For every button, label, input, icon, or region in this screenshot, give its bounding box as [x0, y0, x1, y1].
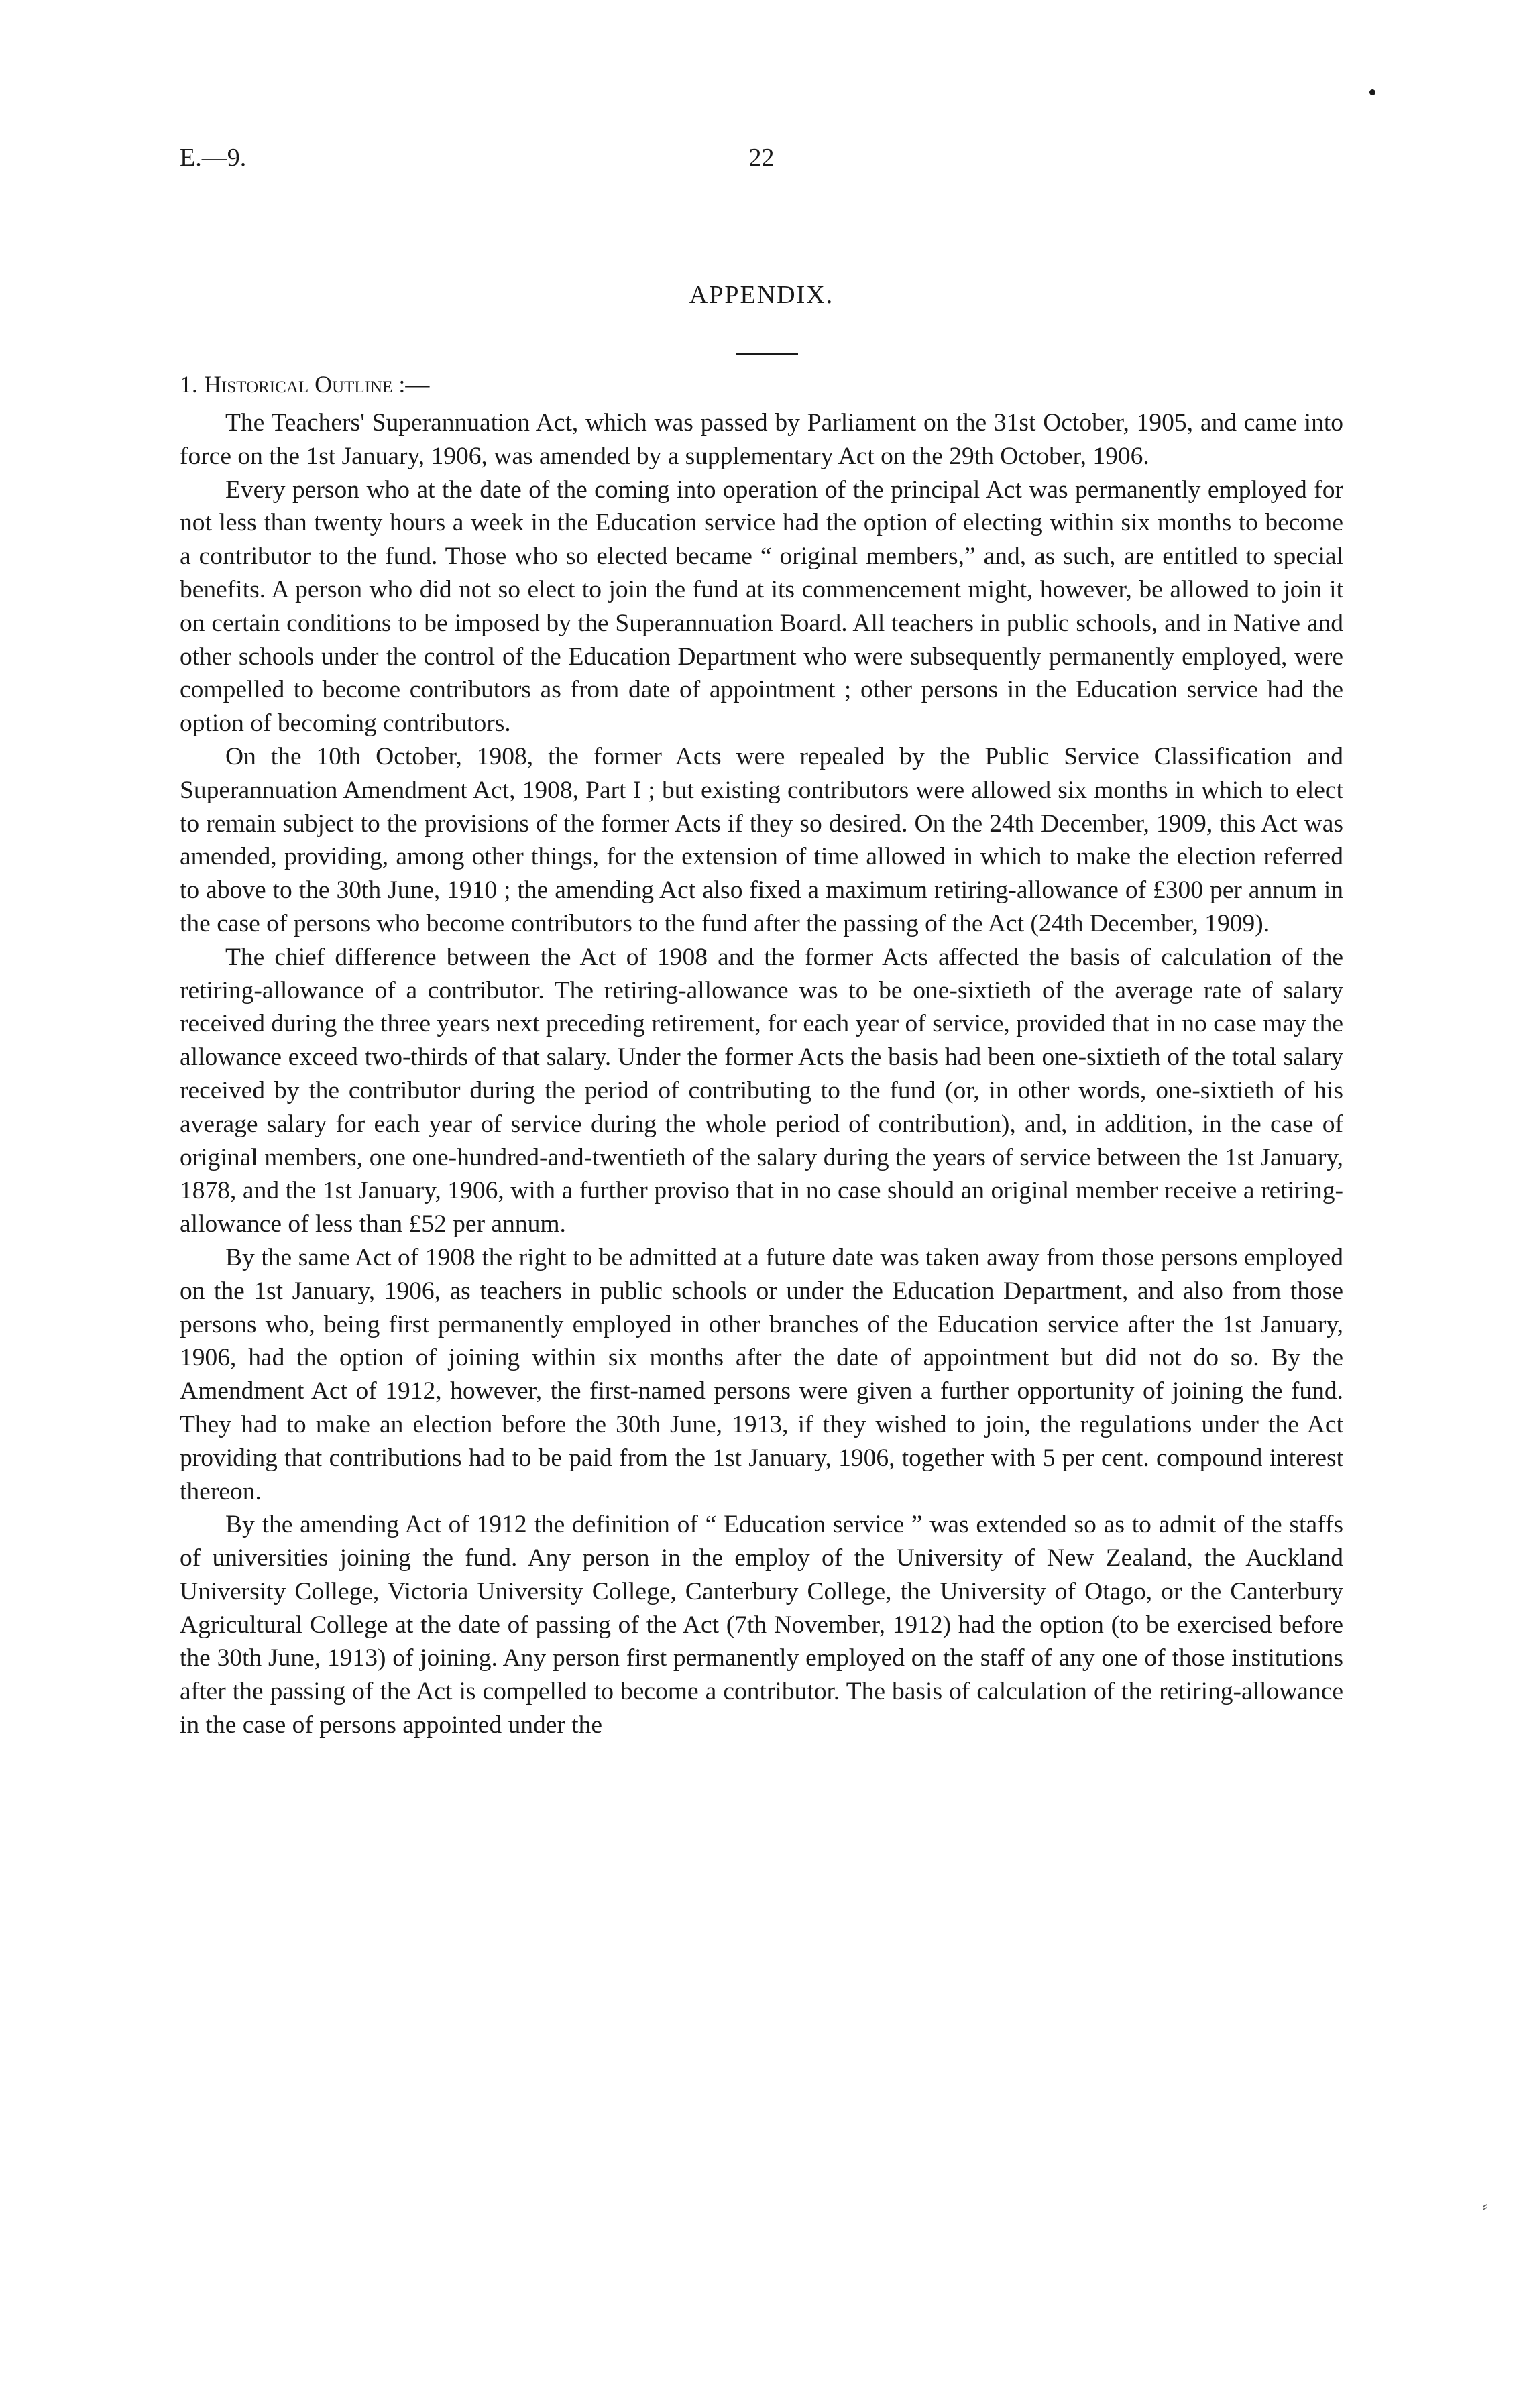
page-header [180, 143, 1343, 183]
paragraph: By the same Act of 1908 the right to be admitted at a future date was taken away from those persons employed on the 1st January, 1906, as teachers in public schools or under the Education Department, and also from those persons who, being first permanently employed in other branches of the Education service after the 1st January, 1906, had the option of joining within six months after the date of appointment but did not do so. By the Amendment Act of 1912, however, the first-named persons were given a further opportunity of joining the fund. They had to make an election before the 30th June, 1913, if they wished to join, the regulations under the Act providing that contributions had to be paid from the 1st January, 1906, together with 5 per cent. compound interest thereon. [180, 1243, 1343, 1505]
paragraph: Every person who at the date of the coming into operation of the principal Act was permanently employed for not less than twenty hours a week in the Education service had the option of electing within six months to become a contributor to the fund. Those who so elected became “ original members,” and, as such, are entitled to special benefits. A person who did not so elect to join the fund at its commencement might, however, be allowed to join it on certain conditions to be imposed by the Superannuation Board. All teachers in public schools, and in Native and other schools under the control of the Education Department who were subsequently permanently employed, were compelled to become contributors as from date of appointment ; other persons in the Education service had the option of becoming contributors. [180, 475, 1343, 738]
document-reference: E.—9. [180, 144, 247, 172]
paragraph: By the amending Act of 1912 the definition of “ Education service ” was extended so as to admit of the staffs of universities joining the fund. Any person in the employ of the University of New Zealand, the Auckland University College, Victoria University College, Canterbury College, the University of Otago, or the Canterbury Agricultural College at the date of passing of the Act (7th November, 1912) had the option (to be exercised before the 30th June, 1913) of joining. Any person first permanently employed on the staff of any one of those institutions after the passing of the Act is compelled to become a contributor. The basis of calculation of the retiring-allowance in the case of persons appointed under the [180, 1511, 1343, 1739]
body-text [180, 406, 1343, 1742]
margin-mark: ⸗ [1482, 2196, 1488, 2216]
section-heading: 1. Historical Outline :— [180, 371, 430, 398]
stray-dot [1369, 89, 1375, 95]
document-page [180, 0, 1343, 2408]
title-rule [736, 353, 798, 355]
page-number: 22 [748, 144, 775, 172]
paragraph: The chief difference between the Act of 1908 and the former Acts affected the basis of calculation of the retiring-allowance of a contributor. The retiring-allowance was to be one-sixtieth of the average rate of salary received during the three years next preceding retirement, for each year of service, provided that in no case may the allowance exceed two-thirds of that salary. Under the former Acts the basis had been one-sixtieth of the total salary received by the contributor during the period of contributing to the fund (or, in other words, one-sixtieth of his average salary for each year of service during the whole period of contribution), and, in addition, in the case of original members, one one-hundred-and-twentieth of the salary during the years of service between the 1st January, 1878, and the 1st January, 1906, with a further proviso that in no case should an original member receive a retiring-allowance of less than £52 per annum. [180, 943, 1343, 1239]
appendix-title: APPENDIX. [689, 281, 834, 309]
paragraph: On the 10th October, 1908, the former Acts were repealed by the Public Service Classification and Superannuation Amendment Act, 1908, Part I ; but existing contributors were allowed six months in which to elect to remain subject to the provisions of the former Acts if they so desired. On the 24th December, 1909, this Act was amended, providing, among other things, for the extension of time allowed in which to make the election referred to above to the 30th June, 1910 ; the amending Act also fixed a maximum retiring-allowance of £300 per annum in the case of persons who become contributors to the fund after the passing of the Act (24th December, 1909). [180, 742, 1343, 937]
paragraph: The Teachers' Superannuation Act, which was passed by Parliament on the 31st October, 1905, and came into force on the 1st January, 1906, was amended by a supplementary Act on the 29th October, 1906. [180, 409, 1343, 470]
